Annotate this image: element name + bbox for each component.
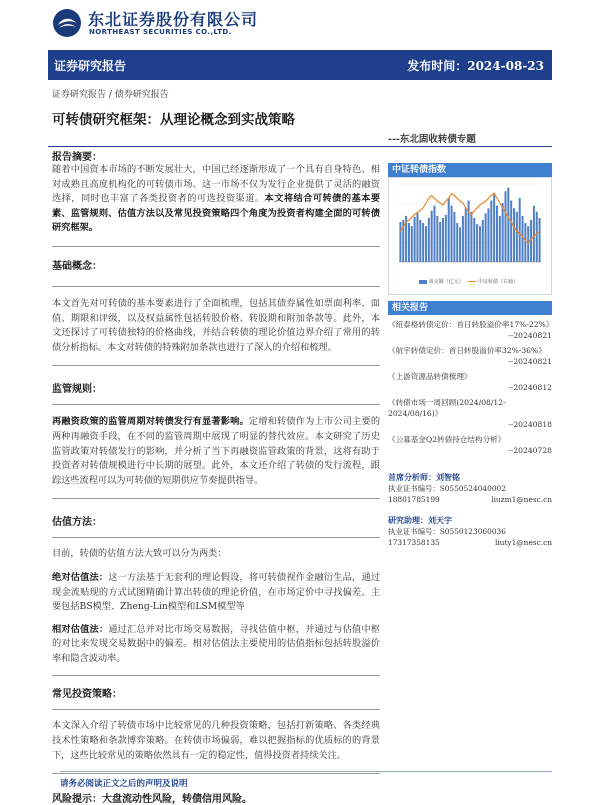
publish-date: 发布时间：2024-08-23 [407,59,544,73]
chart-bar [456,223,458,262]
regulation-bold: 再融资政策的监管周期对转债发行有显著影响。 [52,416,249,428]
index-chart [388,177,552,295]
basics-heading: 基础概念： [52,260,102,272]
valuation-abs-label: 绝对估值法： [52,571,109,583]
summary-paragraph [52,163,380,236]
logo-mark-icon [52,8,82,38]
chart-bar [431,211,433,262]
main-content [52,148,380,805]
analyst-chief: 首席分析师：刘智铭 执业证书编号：S0550524040002 18801785199 liuzm1@nesc.cn [388,472,552,504]
divider [52,675,380,676]
chart-bar [513,208,515,262]
summary-bold: 本文将结合可转债的基本要素、监管规则、估值方法以及常见投资策略四个角度为投资者构建全面的可转债研究框架。 [52,193,381,234]
chart-bar [527,226,529,262]
chart-bar [539,218,541,262]
list-item[interactable]: 《纽泰格转债定价：首日转股溢价率17%-22%》 --20240821 [388,320,554,340]
chart-bar [493,193,495,262]
chart-bar [408,223,410,262]
divider [52,365,380,366]
valuation-abs [52,571,380,615]
divider [52,537,380,538]
chart-bar [448,198,450,262]
chart-bar [459,227,461,262]
regulation-paragraph [52,415,380,488]
chart-bar [399,222,401,262]
chart-legend [419,278,518,285]
valuation-heading: 估值方法： [52,517,102,529]
regulation-text: 定增和转债作为上市公司主要的两种再融资手段，在不同的监管周期中展现了明显的替代效应。本文研究了历史监管政策对转债发行的影响，并分析了当下再融资监管政策的背景，这将有助于投资者对转债规模进行中长期的展望。此外，本文还介绍了转债的发行流程，跟踪这些流程可以为可转债的短期供应节奏提供指导。 [52,416,381,486]
chart-bar [499,216,501,262]
chart-bar [476,224,478,262]
valuation-intro: 目前，转债的估值方法大致可以分为两类： [52,548,227,560]
analyst-assistant: 研究助理：刘天宇 执业证书编号：S0550123060036 17317358135 liuty1@nesc.cn [388,515,552,547]
divider [52,404,380,405]
chart-bar [422,223,424,262]
chart-bar [496,206,498,262]
chart-bar [524,223,526,262]
legend-bar-swatch [419,280,427,284]
company-name-cn: 东北证券股份有限公司 [88,10,259,29]
chart-bar [411,226,413,262]
chart-bar [419,220,421,262]
page-title: 可转债研究框架：从理论概念到实战策略 [52,112,295,128]
list-item[interactable]: 《转债市场一周回顾(2024/08/12-2024/08/16)》 --20240818 [388,398,552,429]
header-banner [48,50,552,80]
chart-bar [516,212,518,262]
footer-disclaimer[interactable]: 请务必阅读正文之后的声明及说明 [60,779,188,789]
report-type: 证券研究报告 [54,59,127,73]
chart-bar [507,188,509,262]
regulation-heading: 监管规则： [52,384,102,396]
chart-bar [473,218,475,262]
chart-bar [470,212,472,262]
strategy-text: 本文深入介绍了转债市场中比较常见的几种投资策略，包括打新策略、各类经典技术性策略和条款博弈策略。在转债市场偏弱，难以把握指标的优质标的的背景下，这些比较常见的策略依然具有一定的稳定性，值得投资者持续关注。 [52,720,380,761]
legend-line-swatch [468,281,476,283]
chart-bar [482,220,484,262]
chart-bar [462,216,464,262]
divider [52,498,380,499]
chart-bar [536,212,538,262]
chart-bar [453,212,455,262]
list-item[interactable]: 《上游资源品转债梳理》 --20240812 [388,372,552,392]
footer-rule [60,771,552,772]
chart-bar [468,201,470,262]
chart-bar [510,201,512,262]
risk-warning: 风险提示：大盘流动性风险，转债信用风险。 [52,794,252,805]
chart-bar [519,198,521,262]
valuation-rel [52,623,380,667]
related-title: 相关报告 [388,301,552,315]
breadcrumb: 证券研究报告 / 债券研究报告 [52,90,169,100]
chart-bar [425,226,427,262]
chart-bar [505,191,507,262]
chart-bar [485,213,487,262]
title-rule [48,146,552,147]
basics-text: 本文首先对可转债的基本要素进行了全面梳理，包括其债券属性如票面利率、面值、期限和评级，以及权益属性包括转股价格、转股期和附加条款等。此外，本文还探讨了可转债独特的价格曲线，并结合转债的理论价值边界介绍了常用的转债分析指标。本文对转债的特殊附加条款也进行了深入的介绍和梳理。 [52,297,380,353]
chart-bar [465,208,467,262]
chart-bar [434,206,436,262]
divider [52,286,380,287]
valuation-abs-text: 这一方法基于无套利的理论假设，将可转债视作金融衍生品，通过现金流贴现的方式试图精确计算出转债的理论价值，在市场定价中寻找偏差。主要包括BS模型、Zheng-Lin模型和LSM模型等 [52,571,381,613]
strategy-heading: 常见投资策略： [52,689,122,701]
valuation-rel-text: 通过汇总并对比市场交易数据，寻找估值中枢，并通过与估值中枢的对比来发现交易数据中的偏差。相对估值法主要使用的估值指标包括转股溢价率和隐含波动率。 [52,623,381,664]
legend-line-label: 中证转债（右轴） [477,279,518,285]
list-item[interactable]: 《公募基金Q2转债持仓结构分析》 --20240728 [388,435,552,455]
chart-svg [389,180,551,272]
chart-bar [442,218,444,262]
divider [52,246,380,247]
chart-bar [439,222,441,262]
chart-bar [451,206,453,262]
company-name-en: NORTHEAST SECURITIES CO.,LTD. [89,28,232,36]
chart-bar [428,218,430,262]
chart-bar [522,216,524,262]
legend-bar-label: 成交额（亿元） [428,279,464,285]
chart-bar [533,206,535,262]
company-logo [52,8,282,40]
chart-bar [479,226,481,262]
chart-bar [487,208,489,262]
chart-title: 中证转债指数 [388,163,552,177]
chart-bar [436,216,438,262]
related-list [388,319,552,456]
divider [52,709,380,710]
chart-bar [445,215,447,262]
chart-bar [490,201,492,262]
summary-heading: 报告摘要： [52,152,102,163]
chart-bar [416,213,418,262]
divider [52,773,380,774]
valuation-rel-label: 相对估值法： [52,623,109,635]
sidebar [388,163,552,548]
list-item[interactable]: 《航宇转债定价：首日转股溢价率32%-36%》 --20240821 [388,346,552,366]
chart-bar [502,203,504,262]
summary-text: 随着中国资本市场的不断发展壮大，中国已经逐渐形成了一个具有自身特色、相对成熟且高度机构化的可转债市场。这一市场不仅为发行企业提供了灵活的融资选择，同时也丰富了各类投资者的可选投资渠道。 [52,164,380,205]
page-subtitle: ---东北固收转债专题 [388,134,476,145]
chart-bar [414,217,416,262]
